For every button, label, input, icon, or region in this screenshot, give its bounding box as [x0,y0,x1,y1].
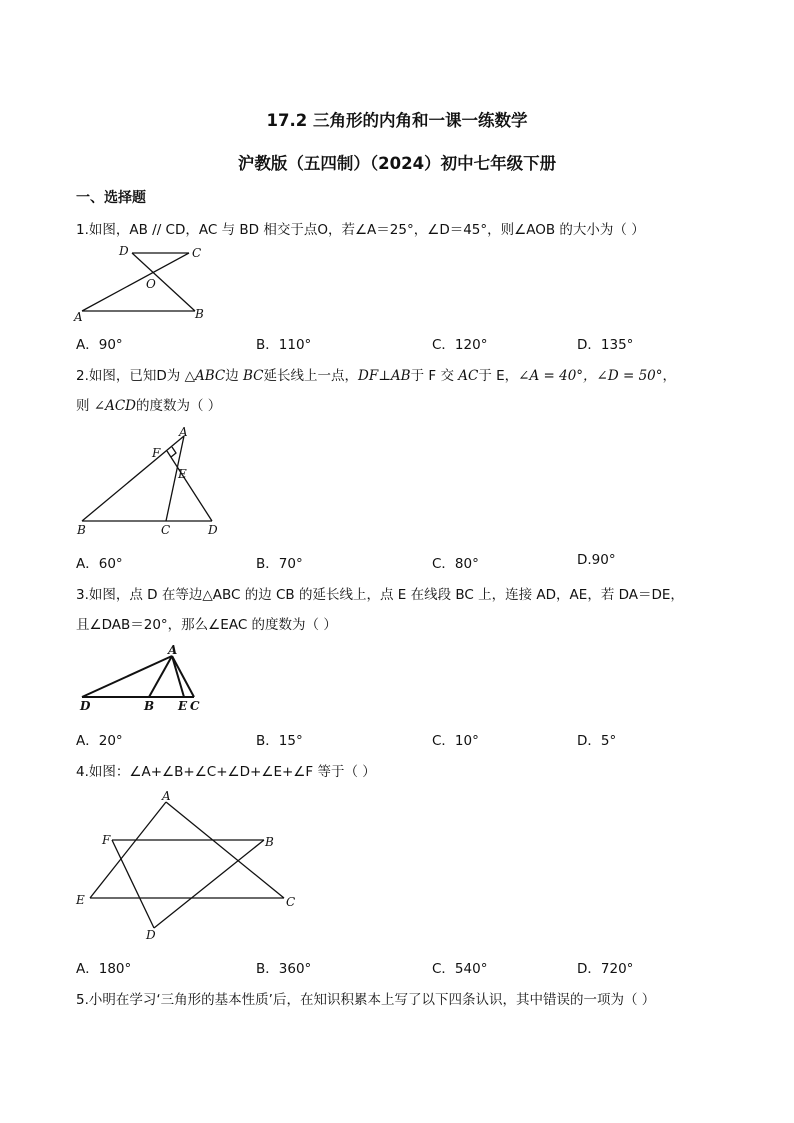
section-heading: 一、选择题 [76,190,146,206]
q2-option-c: C．80° [432,556,479,572]
question-5-text: 5.小明在学习‘三角形的基本性质’后，在知识积累本上写了以下四条认识，其中错误的一项为（ ） [76,992,656,1008]
question-2-line-1 [76,364,676,384]
segment-da [82,656,172,697]
q1-option-d: D．135° [577,337,634,353]
question-3-figure [72,640,212,715]
q2-math-triangle: △ABC [184,368,226,384]
point-label-d: D [208,523,218,537]
point-label-o: O [146,277,156,291]
q2-text-part: 于 E， [478,368,519,384]
point-label-e: E [178,467,187,481]
question-4-text: 4.如图：∠A+∠B+∠C+∠D+∠E+∠F 等于（ ） [76,764,376,780]
point-label-f: F [152,446,161,460]
q3-option-b: B．15° [256,733,303,749]
q2-text-part: 边 [225,368,244,384]
q2-text-part: 的度数为（ ） [136,398,222,414]
q4-option-c: C．540° [432,961,488,977]
q4-option-b: B．360° [256,961,312,977]
point-label-f: F [102,833,111,847]
point-label-e: E [178,699,188,713]
question-4-figure [72,788,307,948]
q3-option-c: C．10° [432,733,479,749]
q2-math-ac: AC [458,368,479,384]
point-label-b: B [265,835,274,849]
q2-text-part: 则 [76,398,94,414]
q2-math-acd: ∠ACD [93,398,137,414]
q4-option-d: D．720° [577,961,634,977]
point-label-e: E [76,893,85,907]
q2-math-bc: BC [243,368,264,384]
point-label-d: D [119,244,129,258]
q2-math-angles: ∠A = 40°，∠D = 50° [518,368,663,384]
q1-option-a: A．90° [76,337,123,353]
right-angle-marker [171,447,176,457]
q3-option-a: A．20° [76,733,123,749]
segment-ac [166,802,284,898]
point-label-b: B [144,699,155,713]
question-2-line-2 [76,394,221,414]
question-3-line-2: 且∠DAB＝20°，那么∠EAC 的度数为（ ） [76,617,337,633]
point-label-a: A [168,643,178,657]
question-2-figure [72,420,232,545]
q2-text-part: 延长线上一点， [263,368,359,384]
q3-option-d: D．5° [577,733,617,749]
document-title: 17.2 三角形的内角和一课一练数学 [266,111,528,130]
point-label-d: D [146,928,156,942]
document-subtitle: 沪教版（五四制）（2024）初中七年级下册 [237,154,557,173]
point-label-c: C [190,699,200,713]
q4-option-a: A．180° [76,961,132,977]
question-1-text: 1.如图，AB // CD，AC 与 BD 相交于点O，若∠A＝25°，∠D＝45°，则∠AOB 的大小为（ ） [76,222,645,238]
segment-fd [112,840,154,928]
segment-ac [82,253,189,311]
point-label-a: A [162,789,171,803]
point-label-b: B [77,523,86,537]
question-3-line-1: 3.如图，点 D 在等边△ABC 的边 CB 的延长线上，点 E 在线段 BC 上，连接 AD，AE，若 DA＝DE， [76,587,684,603]
q2-option-b: B．70° [256,556,303,572]
point-label-c: C [161,523,171,537]
q2-option-a: A．60° [76,556,123,572]
point-label-c: C [286,895,296,909]
point-label-b: B [195,307,204,321]
segment-db [132,253,195,311]
segment-ae [90,802,166,898]
q2-text-part: ， [662,368,676,384]
point-label-a: A [74,310,83,324]
q2-math-df-perp-ab: DF⊥AB [358,368,411,384]
q1-option-b: B．110° [256,337,312,353]
point-label-c: C [192,246,202,260]
q2-option-d: D.90° [577,552,616,568]
point-label-d: D [80,699,91,713]
point-label-a: A [179,425,188,439]
question-1-figure [72,240,212,325]
q2-text-part: 于 F 交 [410,368,459,384]
q1-option-c: C．120° [432,337,488,353]
segment-bd [154,840,264,928]
q2-text-part: 2.如图，已知D为 [76,368,185,384]
